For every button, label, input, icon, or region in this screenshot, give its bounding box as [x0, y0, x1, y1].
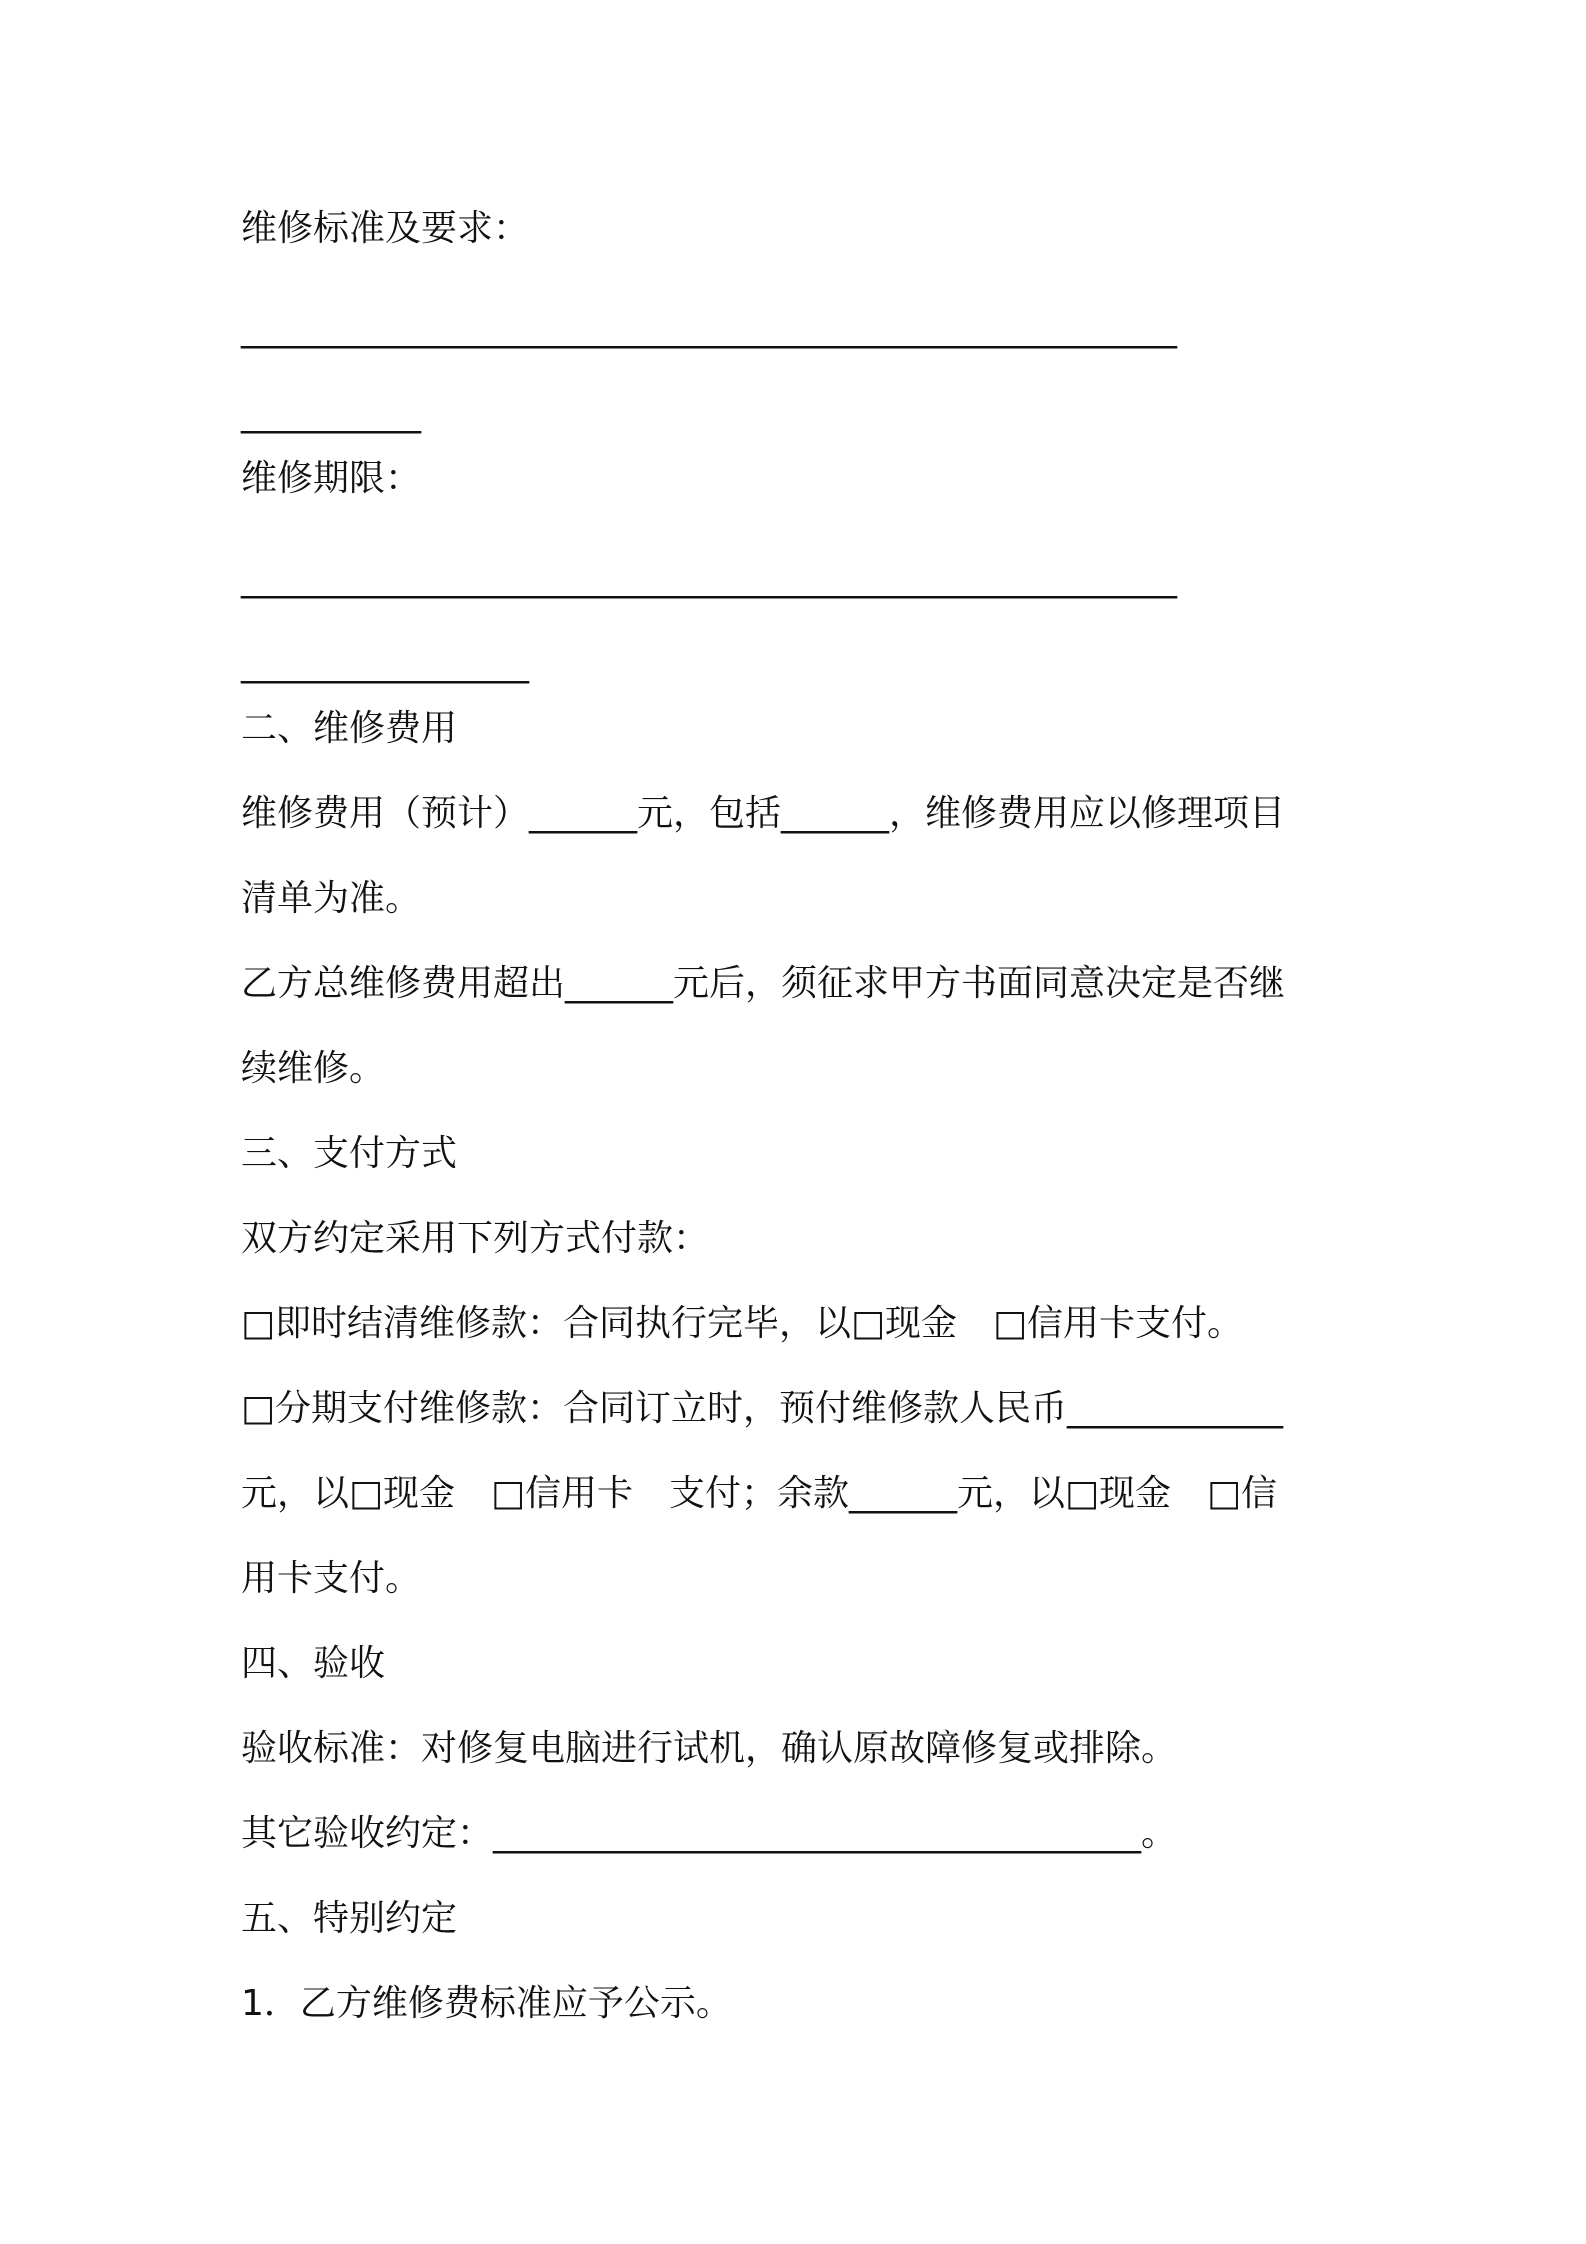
line-repair-standard-label: 维修标准及要求： [241, 208, 530, 249]
line-acceptance-other: 其它验收约定：____________________________________。 [241, 1813, 1178, 1854]
line-repair-fee-1: 维修费用（预计）______元，包括______，维修费用应以修理项目 [241, 793, 1286, 834]
line-acceptance-standard: 验收标准：对修复电脑进行试机，确认原故障修复或排除。 [241, 1728, 1178, 1769]
line-repair-period-label: 维修期限： [241, 458, 422, 499]
section-heading-acceptance: 四、验收 [241, 1643, 386, 1684]
line-payment-installment-1: □分期支付维修款：合同订立时，预付维修款人民币____________ [241, 1388, 1284, 1429]
line-repair-period-blank-1: ____________________________________________________ [241, 558, 1177, 599]
line-special-term-1: 1．乙方维修费标准应予公示。 [241, 1983, 732, 2024]
section-heading-payment: 三、支付方式 [241, 1133, 458, 1174]
line-fee-limit-1: 乙方总维修费用超出______元后，须征求甲方书面同意决定是否继 [241, 963, 1286, 1004]
line-repair-period-blank-2: ________________ [241, 643, 529, 684]
line-payment-installment-2: 元，以□现金 □信用卡 支付；余款______元，以□现金 □信 [241, 1473, 1278, 1514]
line-payment-intro: 双方约定采用下列方式付款： [241, 1218, 710, 1259]
section-heading-repair-fee: 二、维修费用 [241, 708, 458, 749]
line-repair-standard-blank-2: __________ [241, 393, 421, 434]
line-repair-fee-2: 清单为准。 [241, 878, 422, 919]
line-payment-installment-3: 用卡支付。 [241, 1558, 422, 1599]
line-payment-immediate: □即时结清维修款：合同执行完毕，以□现金 □信用卡支付。 [241, 1303, 1244, 1344]
line-fee-limit-2: 续维修。 [241, 1048, 386, 1089]
section-heading-special-terms: 五、特别约定 [241, 1898, 458, 1939]
line-repair-standard-blank-1: ____________________________________________________ [241, 308, 1177, 349]
